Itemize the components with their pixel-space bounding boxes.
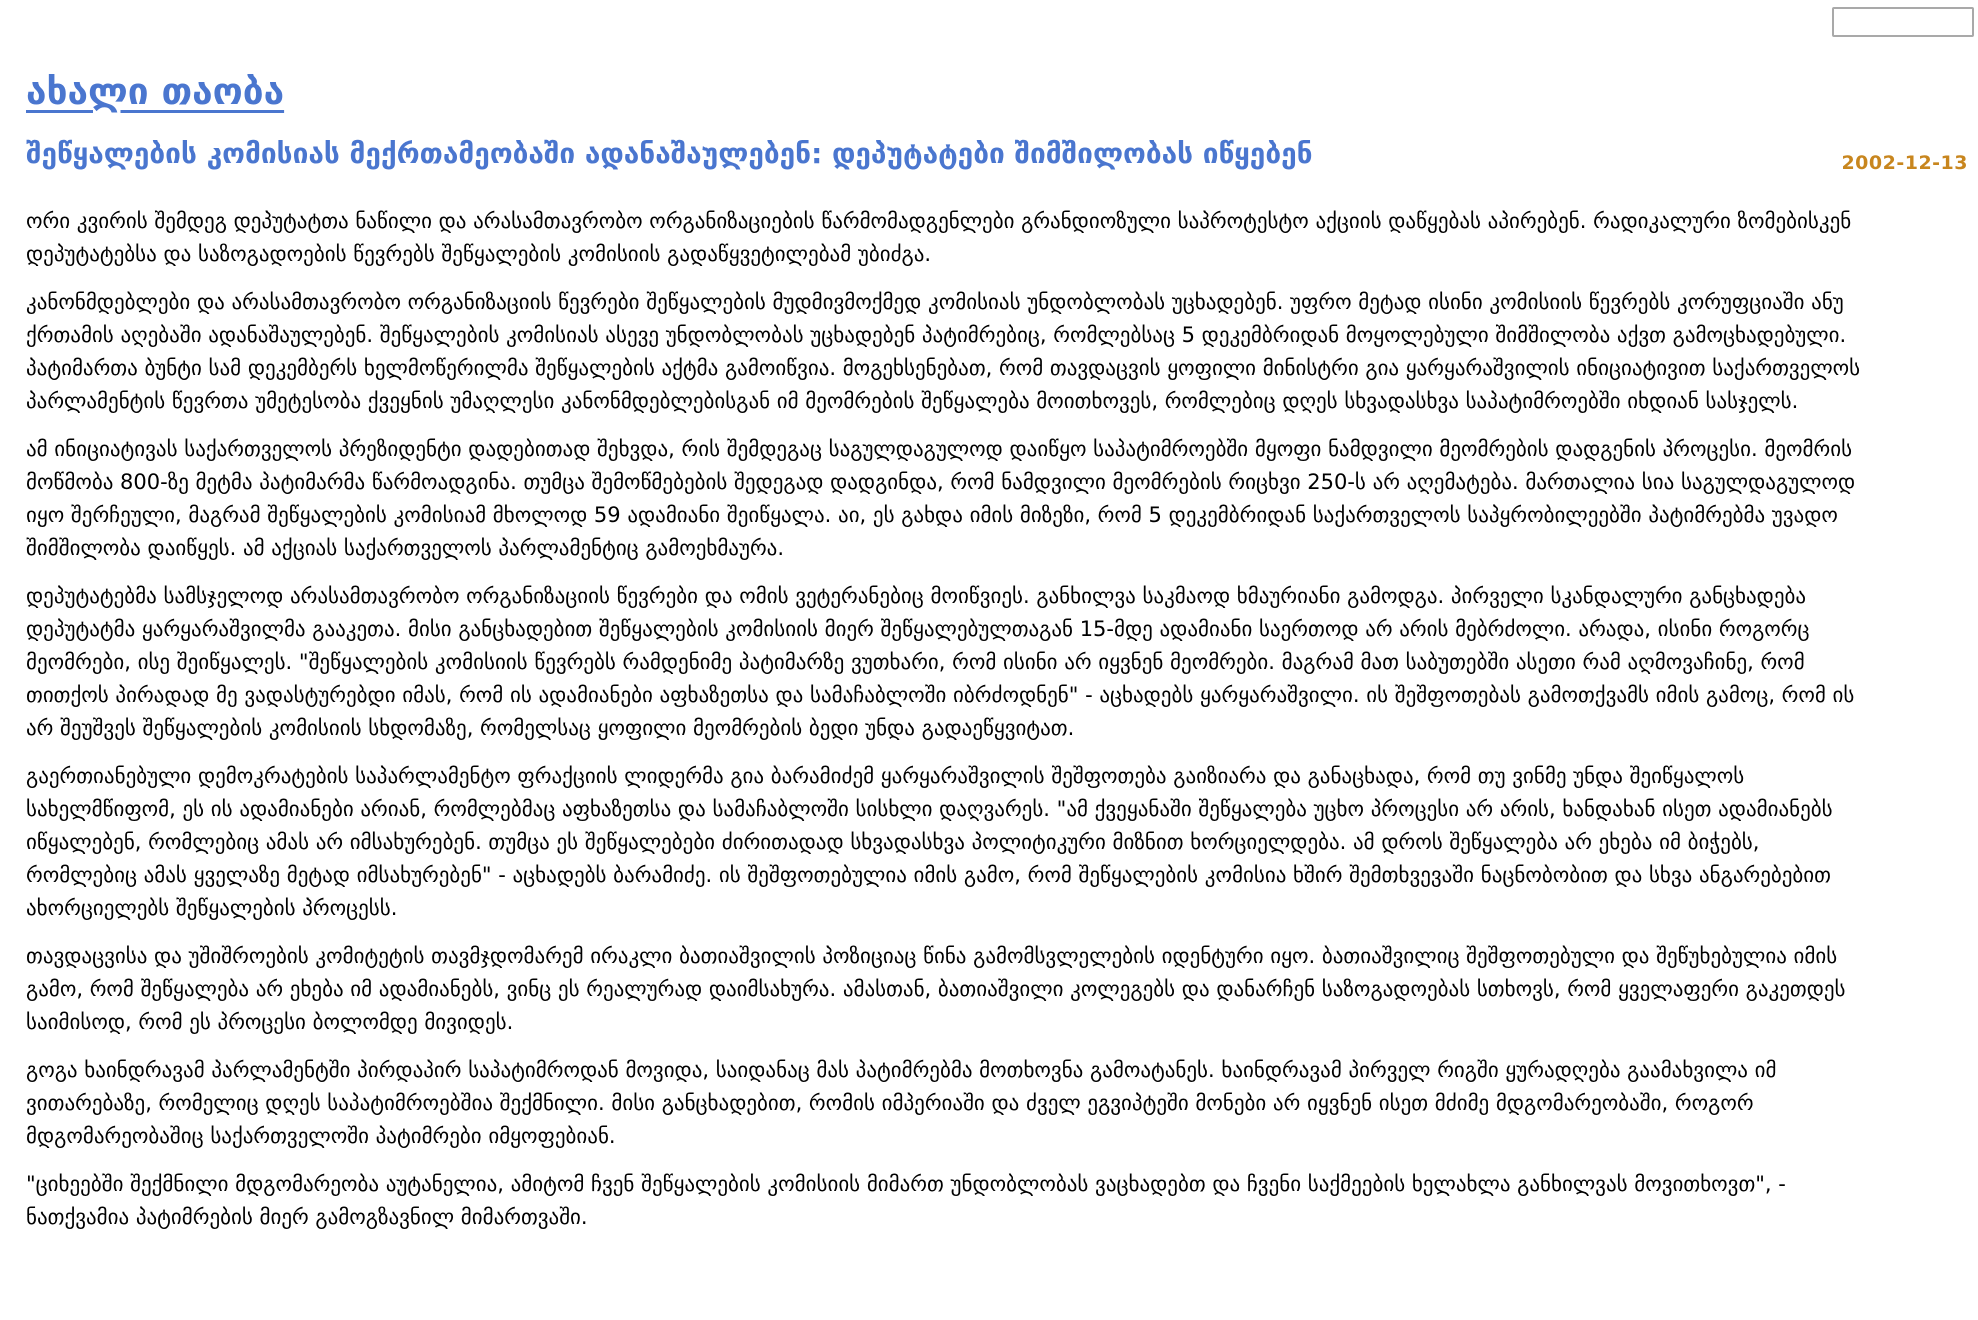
article-paragraph-clipped: "ციხეებში შექმნილი მდგომარეობა აუტანელია, ამიტომ ჩვენ შეწყალების კომისიის მიმართ უნდობლობას ვაცხადებთ და ჩვენი საქმეების ხელახლა განხილვას მოვითხოვთ", - ნათქვამია პატიმრების მიერ გამოგზავნილ მიმართვაში. <box>26 1172 1786 1230</box>
empty-text-input[interactable] <box>1832 7 1974 37</box>
article-date: 2002-12-13 <box>1841 152 1968 174</box>
article-body <box>26 205 1876 1234</box>
article-paragraph: ამ ინიციატივას საქართველოს პრეზიდენტი დადებითად შეხვდა, რის შემდეგაც საგულდაგულოდ დაიწყო საპატიმროებში მყოფი ნამდვილი მეომრების დადგენის პროცესი. მეომრის მოწმობა 800-ზე მეტმა პატიმარმა წარმოადგინა. თუმცა შემოწმებების შედეგად დადგინდა, რომ ნამდვილი მეომრების რიცხვი 250-ს არ აღემატება. მართალია სია საგულდაგულოდ იყო შერჩეული, მაგრამ შეწყალების კომისიამ მხოლოდ 59 ადამიანი შეიწყალა. აი, ეს გახდა იმის მიზეზი, რომ 5 დეკემბრიდან საქართველოს საპყრობილეებში პატიმრებმა უვადო შიმშილობა დაიწყეს. ამ აქციას საქართველოს პარლამენტიც გამოეხმაურა. <box>26 437 1856 561</box>
source-title-link[interactable]: ახალი თაობა <box>26 70 285 113</box>
article-paragraph: გოგა ხაინდრავამ პარლამენტში პირდაპირ საპატიმროდან მოვიდა, საიდანაც მას პატიმრებმა მოთხოვნა გამოატანეს. ხაინდრავამ პირველ რიგში ყურადღება გაამახვილა იმ ვითარებაზე, რომელიც დღეს საპატიმროებშია შექმნილი. მისი განცხადებით, რომის იმპერიაში და ძველ ეგვიპტეში მონები არ იყვნენ ისეთ მძიმე მდგომარეობაში, როგორ მდგომარეობაშიც საქართველოში პატიმრები იმყოფებიან. <box>26 1058 1777 1149</box>
article-paragraph: თავდაცვისა და უშიშროების კომიტეტის თავმჯდომარემ ირაკლი ბათიაშვილის პოზიციაც წინა გამომსვლელების იდენტური იყო. ბათიაშვილიც შეშფოთებული და შეწუხებულია იმის გამო, რომ შეწყალება არ ეხება იმ ადამიანებს, ვინც ეს რეალურად დაიმსახურა. ამასთან, ბათიაშვილი კოლეგებს და დანარჩენ საზოგადოებას სთხოვს, რომ ყველაფერი გაკეთდეს საიმისოდ, რომ ეს პროცესი ბოლომდე მივიდეს. <box>26 944 1846 1035</box>
article-paragraph: დეპუტატებმა სამსჯელოდ არასამთავრობო ორგანიზაციის წევრები და ომის ვეტერანებიც მოიწვიეს. განხილვა საკმაოდ ხმაურიანი გამოდგა. პირველი სკანდალური განცხადება დეპუტატმა ყარყარაშვილმა გააკეთა. მისი განცხადებით შეწყალების კომისიის მიერ შეწყალებულთაგან 15-მდე ადამიანი საერთოდ არ არის მებრძოლი. არადა, ისინი როგორც მეომრები, ისე შეიწყალეს. "შეწყალების კომისიის წევრებს რამდენიმე პატიმარზე ვუთხარი, რომ ისინი არ იყვნენ მეომრები. მაგრამ მათ საბუთებში ასეთი რამ აღმოვაჩინე, რომ თითქოს პირადად მე ვადასტურებდი იმას, რომ ის ადამიანები აფხაზეთსა და სამაჩაბლოში იბრძოდნენ" - აცხადებს ყარყარაშვილი. ის შეშფოთებას გამოთქვამს იმის გამოც, რომ ის არ შეუშვეს შეწყალების კომისიის სხდომაზე, რომელსაც ყოფილი მეომრების ბედი უნდა გადაეწყვიტათ. <box>26 584 1855 741</box>
article-paragraph: კანონმდებლები და არასამთავრობო ორგანიზაციის წევრები შეწყალების მუდმივმოქმედ კომისიას უნდობლობას უცხადებენ. უფრო მეტად ისინი კომისიის წევრებს კორუფციაში ანუ ქრთამის აღებაში ადანაშაულებენ. შეწყალების კომისიას ასევე უნდობლობას უცხადებენ პატიმრებიც, რომლებსაც 5 დეკემბრიდან მოყოლებული შიმშილობა აქვთ გამოცხადებული. პატიმართა ბუნტი სამ დეკემბერს ხელმოწერილმა შეწყალების აქტმა გამოიწვია. მოგეხსენებათ, რომ თავდაცვის ყოფილი მინისტრი გია ყარყარაშვილის ინიციატივით საქართველოს პარლამენტის წევრთა უმეტესობა ქვეყნის უმაღლესი კანონმდებლებისგან იმ მეომრების შეწყალება მოითხოვეს, რომლებიც დღეს სხვადასხვა საპატიმროებში იხდიან სასჯელს. <box>26 290 1861 414</box>
article-paragraph: ორი კვირის შემდეგ დეპუტატთა ნაწილი და არასამთავრობო ორგანიზაციების წარმომადგენლები გრანდიოზული საპროტესტო აქციის დაწყებას აპირებენ. რადიკალური ზომებისკენ დეპუტატებსა და საზოგადოების წევრებს შეწყალების კომისიის გადაწყვეტილებამ უბიძგა. <box>26 209 1852 267</box>
article-headline: შეწყალების კომისიას მექრთამეობაში ადანაშაულებენ: დეპუტატები შიმშილობას იწყებენ <box>26 137 1313 171</box>
article-paragraph: გაერთიანებული დემოკრატების საპარლამენტო ფრაქციის ლიდერმა გია ბარამიძემ ყარყარაშვილის შეშფოთება გაიზიარა და განაცხადა, რომ თუ ვინმე უნდა შეიწყალოს სახელმწიფომ, ეს ის ადამიანები არიან, რომლებმაც აფხაზეთსა და სამაჩაბლოში სისხლი დაღვარეს. "ამ ქვეყანაში შეწყალება უცხო პროცესი არ არის, ხანდახან ისეთ ადამიანებს იწყალებენ, რომლებიც ამას არ იმსახურებენ. თუმცა ეს შეწყალებები ძირითადად სხვადასხვა პოლიტიკური მიზნით ხორციელდება. ამ დროს შეწყალება არ ეხება იმ ბიჭებს, რომლებიც ამას ყველაზე მეტად იმსახურებენ" - აცხადებს ბარამიძე. ის შეშფოთებულია იმის გამო, რომ შეწყალების კომისია ხშირ შემთხვევაში ნაცნობობით და სხვა ანგარებებით ახორციელებს შეწყალების პროცესს. <box>26 764 1833 921</box>
